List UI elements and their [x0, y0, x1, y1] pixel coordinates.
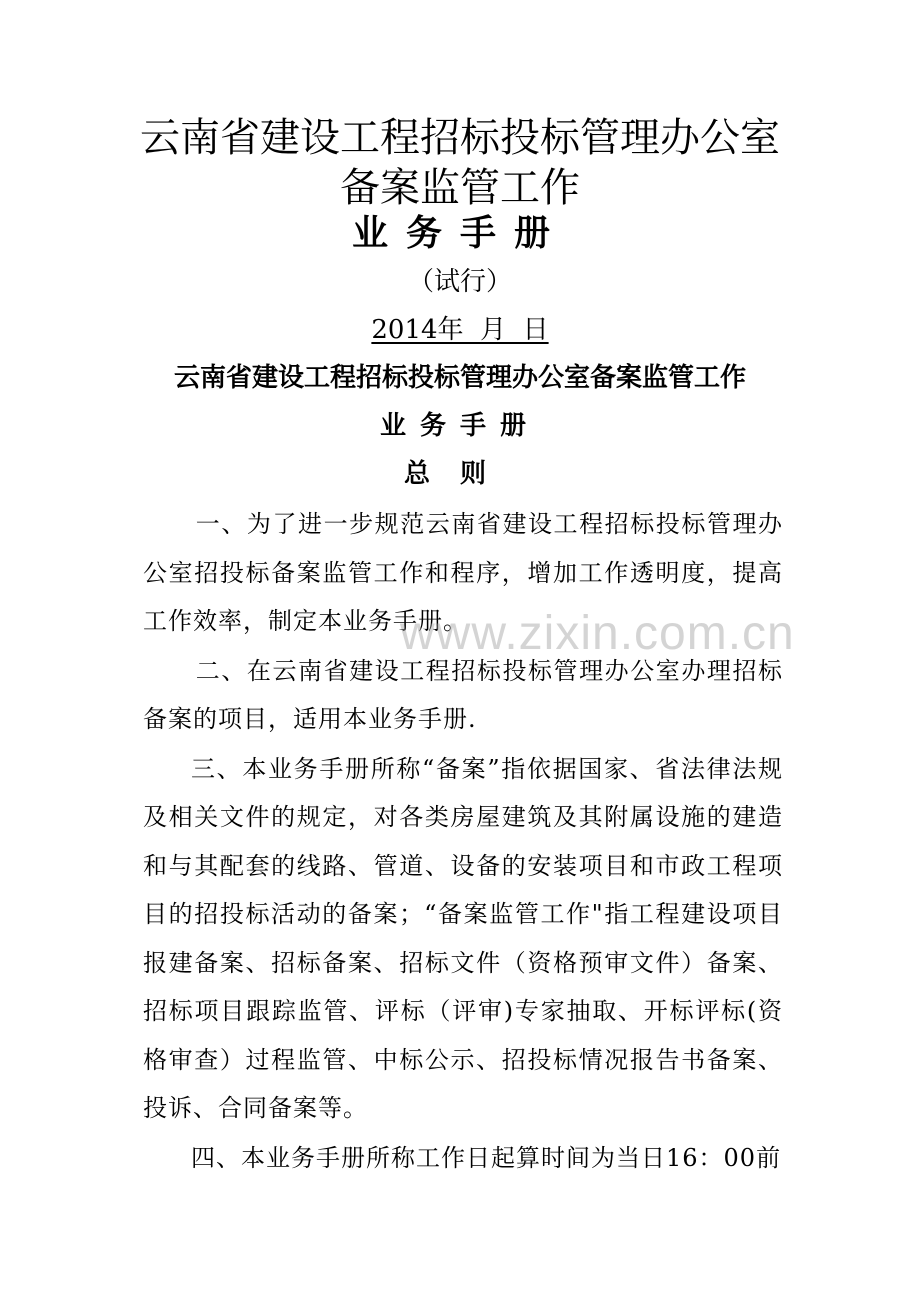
cover-date-text: 2014年 月 日 — [371, 315, 549, 345]
cover-title-line-2: 备案监管工作 — [340, 165, 580, 211]
paragraph-3: 三、本业务手册所称“备案”指依据国家、省法律法规及相关文件的规定，对各类房屋建筑及其附属设施的建造和与其配套的线路、管道、设备的安装项目和市政工程项目的招投标活动的备案；“备案监管工作"指工程建设项目报建备案、招标备案、招标文件（资格预审文件）备案、招标项目跟踪监管、评标（评审)专家抽取、开标评标(资格审查）过程监管、中标公示、招投标情况报告书备案、投诉、合同备案等。 — [143, 754, 783, 1122]
watermark-text: www.zixin.com.cn — [400, 607, 795, 660]
paragraph-1: 一、为了进一步规范云南省建设工程招标投标管理办公室招投标备案监管工作和程序，增加工作透明度，提高工作效率，制定本业务手册。 — [143, 510, 783, 635]
section-subheading: 业务手册 — [379, 411, 540, 441]
paragraph-4: 四、本业务手册所称工作日起算时间为当日16：00前 — [191, 1143, 782, 1172]
cover-date — [0, 314, 920, 346]
chapter-title: 总则 — [403, 459, 516, 489]
body-text — [143, 500, 783, 1182]
cover-trial-note: （试行） — [407, 267, 512, 297]
paragraph-2: 二、在云南省建设工程招标投标管理办公室办理招标备案的项目，适用本业务手册. — [143, 656, 783, 733]
cover-title-line-1: 云南省建设工程招标投标管理办公室 — [140, 115, 780, 161]
cover-title-line-3: 业务手册 — [351, 213, 568, 254]
section-heading: 云南省建设工程招标投标管理办公室备案监管工作 — [173, 363, 746, 393]
